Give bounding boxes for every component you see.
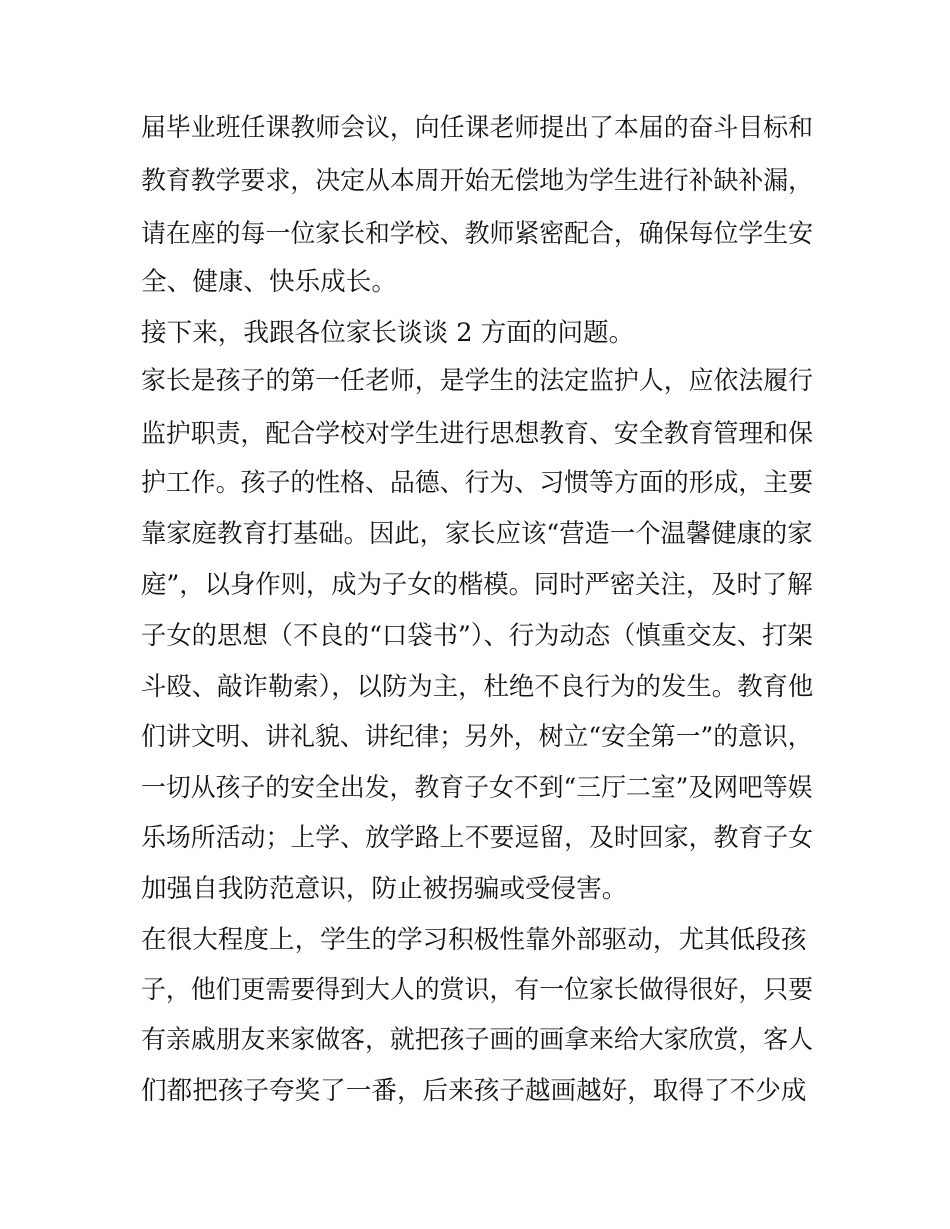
text-line: 加强自我防范意识，防止被拐骗或受侵害。 bbox=[141, 874, 628, 904]
text-line: 请在座的每一位家长和学校、教师紧密配合，确保每位学生安 bbox=[141, 219, 814, 249]
text-line: 护工作。孩子的性格、品德、行为、习惯等方面的形成，主要 bbox=[141, 468, 814, 498]
text-line: 乐场所活动；上学、放学路上不要逗留，及时回家，教育子女 bbox=[141, 823, 814, 853]
text-line: 们讲文明、讲礼貌、讲纪律；另外，树立“安全第一”的意识， bbox=[141, 722, 813, 752]
text-line: 子，他们更需要得到大人的赏识，有一位家长做得很好，只要 bbox=[141, 975, 814, 1005]
text-line: 在很大程度上，学生的学习积极性靠外部驱动，尤其低段孩 bbox=[141, 925, 807, 955]
text-line: 监护职责，配合学校对学生进行思想教育、安全教育管理和保 bbox=[141, 419, 814, 449]
text-line: 届毕业班任课教师会议，向任课老师提出了本届的奋斗目标和 bbox=[141, 113, 814, 143]
text-line: 靠家庭教育打基础。因此，家长应该“营造一个温馨健康的家 bbox=[141, 519, 813, 549]
text-line: 子女的思想（不良的“口袋书”）、行为动态（慎重交友、打架 bbox=[141, 621, 813, 651]
text-line: 有亲戚朋友来家做客，就把孩子画的画拿来给大家欣赏，客人 bbox=[141, 1025, 814, 1055]
text-line: 全、健康、快乐成长。 bbox=[141, 267, 397, 297]
text-line: 接下来，我跟各位家长谈谈 2 方面的问题。 bbox=[141, 318, 635, 348]
text-line: 们都把孩子夸奖了一番，后来孩子越画越好，取得了不少成 bbox=[141, 1076, 807, 1106]
text-line: 斗殴、敲诈勒索），以防为主，杜绝不良行为的发生。教育他 bbox=[141, 672, 814, 702]
text-line: 一切从孩子的安全出发，教育子女不到“三厅二室”及网吧等娱 bbox=[141, 773, 813, 803]
text-line: 庭”，以身作则，成为子女的楷模。同时严密关注，及时了解 bbox=[141, 570, 813, 600]
text-line: 家长是孩子的第一任老师，是学生的法定监护人，应依法履行 bbox=[141, 366, 814, 396]
text-line: 教育教学要求，决定从本周开始无偿地为学生进行补缺补漏， bbox=[141, 166, 814, 196]
